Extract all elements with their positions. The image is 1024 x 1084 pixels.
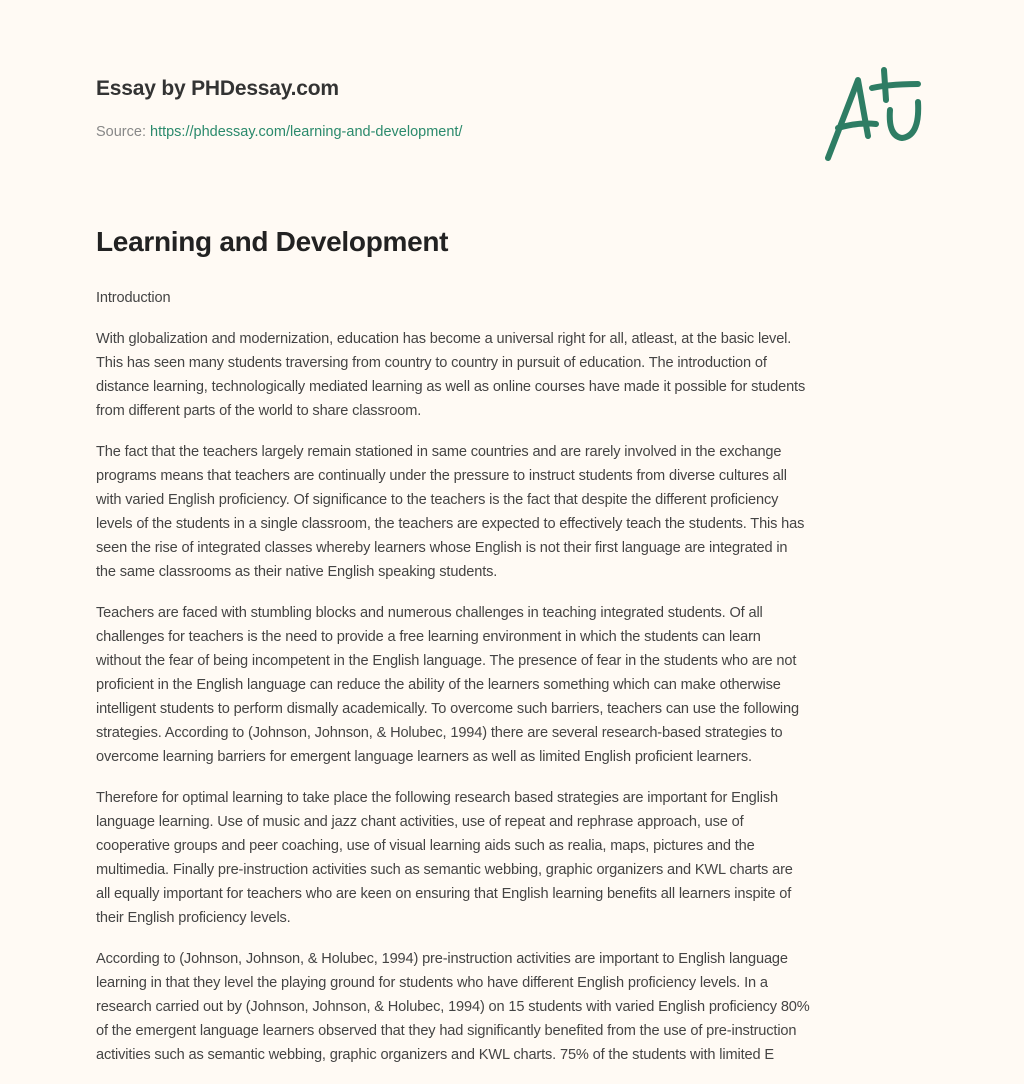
paragraph-line: seen the rise of integrated classes whereby learners whose English is not their first language are integrated in [96,540,788,556]
source-line [96,124,462,140]
essay-paragraph [96,786,936,930]
paragraph-line: distance learning, technologically mediated learning as well as online courses have made it possible for students [96,379,806,395]
paragraph-line: the same classrooms as their native English speaking students. [96,564,498,580]
paragraph-line: cooperative groups and peer coaching, use of visual learning aids such as realia, maps, pictures and the [96,838,755,854]
essay-paragraph [96,947,936,1067]
essay-paragraph [96,601,936,769]
paragraph-line: all equally important for teachers who are keen on ensuring that English learning benefits all learners inspite of [96,886,792,902]
paragraph-line: challenges for teachers is the need to provide a free learning environment in which the students can learn [96,629,761,645]
paragraph-line: learning in that they level the playing ground for students who have different English proficiency levels. In a [96,975,768,991]
essay-paragraph [96,440,936,584]
paragraph-line: The fact that the teachers largely remain stationed in same countries and are rarely involved in the exchange [96,444,782,460]
paragraph-line: language learning. Use of music and jazz chant activities, use of repeat and rephrase approach, use of [96,814,744,830]
paragraph-line: research carried out by (Johnson, Johnson, & Holubec, 1994) on 15 students with varied English proficiency 80% [96,999,810,1015]
paragraph-line: Therefore for optimal learning to take place the following research based strategies are important for English [96,790,778,806]
paragraph-line: Introduction [96,290,171,306]
paragraph-line: proficient in the English language can reduce the ability of the learners something which can make otherwise [96,677,781,693]
a-plus-logo-icon [818,66,930,166]
source-label: Source: [96,124,150,140]
essay-body [96,286,936,1084]
essay-paragraph [96,327,936,423]
essay-title: Learning and Development [96,226,449,257]
paragraph-line: overcome learning barriers for emergent language learners as well as limited English proficient learners. [96,749,752,765]
paragraph-line: With globalization and modernization, education has become a universal right for all, atleast, at the basic level. [96,331,792,347]
paragraph-line: multimedia. Finally pre-instruction activities such as semantic webbing, graphic organizers and KWL charts are [96,862,793,878]
paragraph-line: strategies. According to (Johnson, Johnson, & Holubec, 1994) there are several research-based strategies to [96,725,783,741]
paragraph-line: without the fear of being incompetent in the English language. The presence of fear in the students who are not [96,653,797,669]
paragraph-line: According to (Johnson, Johnson, & Holubec, 1994) pre-instruction activities are important to English language [96,951,788,967]
paragraph-line: from different parts of the world to share classroom. [96,403,422,419]
paragraph-line: This has seen many students traversing from country to country in pursuit of education. The introduction of [96,355,767,371]
paragraph-line: their English proficiency levels. [96,910,291,926]
paragraph-line: of the emergent language learners observed that they had significantly benefited from the use of pre-instruction [96,1023,797,1039]
paragraph-line: with varied English proficiency. Of significance to the teachers is the fact that despite the different proficiency [96,492,779,508]
paragraph-line: activities such as semantic webbing, graphic organizers and KWL charts. 75% of the students with limited E [96,1047,774,1063]
paragraph-line: intelligent students to perform dismally academically. To overcome such barriers, teachers can use the following [96,701,799,717]
paragraph-line: Teachers are faced with stumbling blocks and numerous challenges in teaching integrated students. Of all [96,605,763,621]
source-link[interactable]: https://phdessay.com/learning-and-development/ [150,124,463,140]
paragraph-line: programs means that teachers are continually under the pressure to instruct students from diverse cultures all [96,468,787,484]
paragraph-line: levels of the students in a single classroom, the teachers are expected to effectively teach the students. This has [96,516,805,532]
section-heading-introduction [96,286,936,310]
brand-title: Essay by PHDessay.com [96,77,339,100]
